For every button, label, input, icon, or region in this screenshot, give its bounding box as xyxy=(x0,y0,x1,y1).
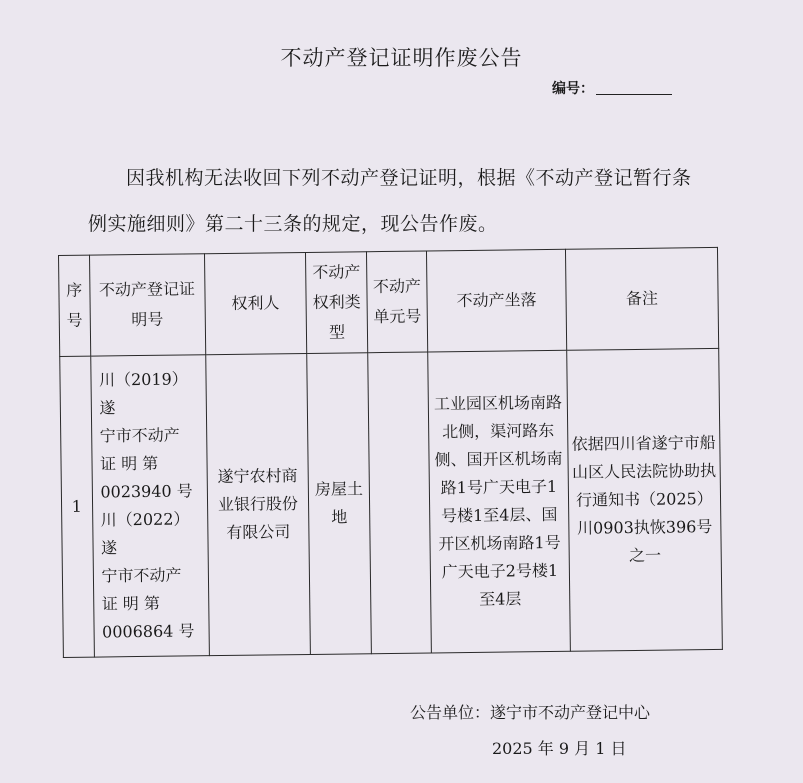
cert-no-line: 证 明 第 xyxy=(99,453,159,474)
cert-no-line: 0006864 号 xyxy=(101,621,195,642)
cell-right-type: 房屋土地 xyxy=(307,353,371,655)
cell-owner: 遂宁农村商业银行股份有限公司 xyxy=(205,353,310,655)
issue-date: 2025 年 9 月 1 日 xyxy=(492,739,627,758)
header-owner: 权利人 xyxy=(204,252,307,354)
header-right-type: 不动产权利类型 xyxy=(306,252,368,354)
header-unit-no: 不动产单元号 xyxy=(366,251,428,353)
table-header-row xyxy=(59,247,719,356)
cell-remark: 依据四川省遂宁市船山区人民法院协助执行通知书（2025）川0903执恢396号之一 xyxy=(566,348,722,651)
serial-number xyxy=(552,78,672,98)
header-location: 不动产坐落 xyxy=(427,249,567,352)
cert-no-line: 川（2019）遂 xyxy=(98,369,188,418)
cell-index: 1 xyxy=(60,356,94,657)
cert-no-line: 宁市不动产 xyxy=(99,425,180,446)
cell-location: 工业园区机场南路北侧，渠河路东侧、国开区机场南路1号广天电子1号楼1至4层、国开区机场南路1号广天电子2号楼1至4层 xyxy=(428,350,570,653)
serial-label: 编号： xyxy=(552,81,594,97)
table-row xyxy=(60,348,723,657)
cert-no-line: 宁市不动产 xyxy=(101,565,182,586)
header-cert-no: 不动产登记证明号 xyxy=(89,254,205,356)
cell-unit-no xyxy=(368,352,432,654)
certificate-table xyxy=(58,247,723,658)
document-title: 不动产登记证明作废公告 xyxy=(280,46,523,70)
cert-no-line: 川（2022）遂 xyxy=(100,509,190,558)
header-index: 序号 xyxy=(59,255,91,356)
cert-no-line: 证 明 第 xyxy=(101,593,161,614)
header-remark: 备注 xyxy=(565,247,718,350)
announcement-paragraph: 因我机构无法收回下列不动产登记证明，根据《不动产登记暂行条例实施细则》第二十三条的规定，现公告作废。 xyxy=(88,167,692,235)
cert-no-line: 0023940 号 xyxy=(100,481,193,502)
cell-cert-no xyxy=(90,355,209,657)
issuing-unit: 公告单位：遂宁市不动产登记中心 xyxy=(410,703,651,722)
serial-blank-line xyxy=(596,80,672,95)
